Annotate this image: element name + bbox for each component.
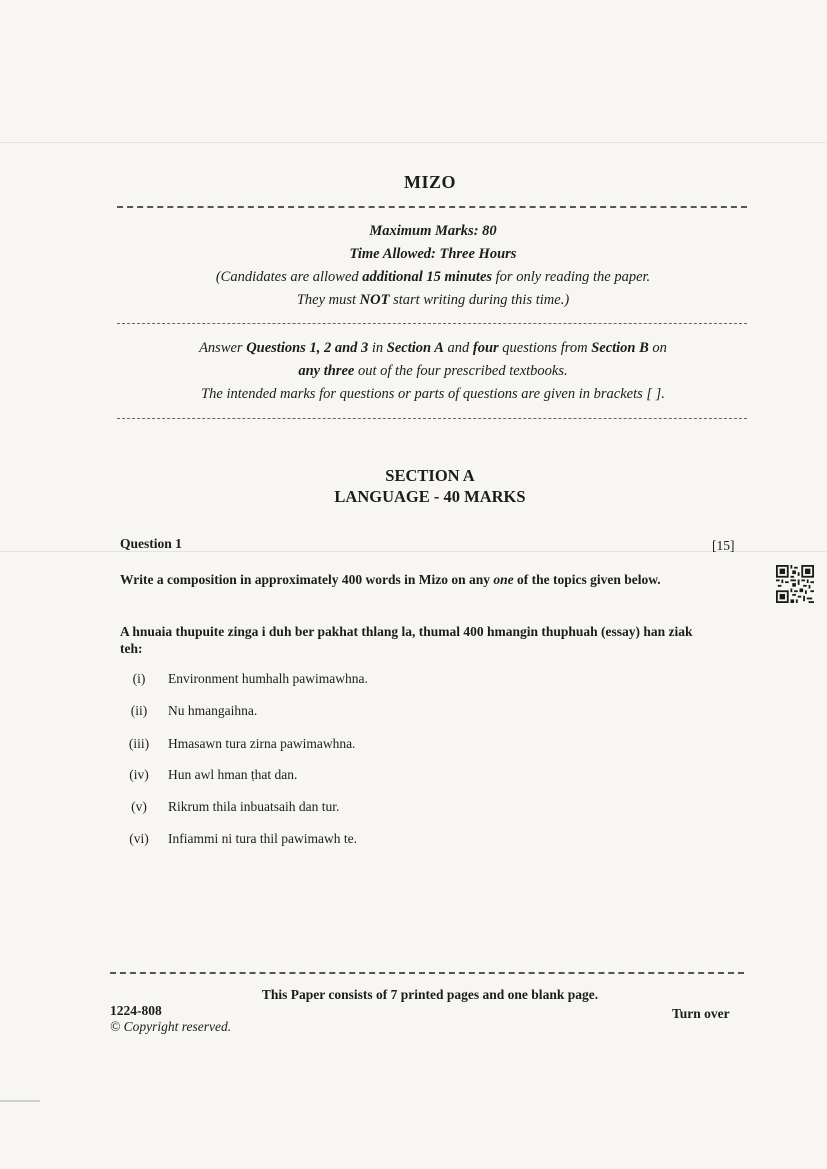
topic-item [120, 767, 720, 785]
reading-note-line2: They must NOT start writing during this time.) [296, 292, 570, 308]
copyright-notice: © Copyright reserved. [110, 1019, 232, 1034]
reading-note-line1: (Candidates are allowed additional 15 minutes for only reading the paper. [215, 269, 651, 285]
divider [110, 972, 744, 974]
question-label: Question 1 [120, 536, 182, 551]
scan-artifact-edge [0, 1100, 40, 1102]
qr-code-icon [776, 565, 814, 603]
paper-code: 1224-808 [110, 1003, 162, 1018]
section-subtitle: LANGUAGE - 40 MARKS [334, 487, 526, 506]
instruction-line1: Answer Questions 1, 2 and 3 in Section A and four questions from Section B on [199, 340, 667, 356]
divider [117, 323, 747, 324]
page-count-note: This Paper consists of 7 printed pages and one blank page. [261, 987, 599, 1002]
topic-item [120, 799, 720, 817]
topic-number: (ii) [130, 703, 148, 718]
topic-text: Rikrum thila inbuatsaih dan tur. [168, 799, 340, 814]
topic-number: (vi) [129, 831, 149, 846]
time-allowed: Time Allowed: Three Hours [349, 246, 517, 262]
topic-item [120, 831, 720, 849]
divider [117, 206, 747, 208]
max-marks: Maximum Marks: 80 [369, 223, 497, 239]
topic-text: Nu hmangaihna. [168, 703, 258, 718]
paper-subject: MIZO [403, 172, 456, 192]
topic-number: (iv) [129, 767, 149, 782]
scan-artifact-line [0, 142, 827, 143]
topic-text: Hun awl hman ṭhat dan. [168, 767, 298, 782]
paper-info [118, 220, 748, 312]
question-instruction-mizo: A hnuaia thupuite zinga i duh ber pakhat thlang la, thumal 400 hmangin thuphuah (essay) han ziak teh: [120, 624, 693, 656]
divider [117, 418, 747, 419]
topic-item [120, 671, 720, 689]
question-instruction-english: Write a composition in approximately 400 words in Mizo on any one of the topics given below. [120, 572, 661, 587]
section-title: SECTION A [385, 466, 475, 485]
question-marks: [15] [712, 538, 735, 553]
topic-item [120, 703, 720, 721]
topic-number: (iii) [128, 736, 150, 751]
turn-over-label: Turn over [672, 1006, 730, 1021]
instruction-line3: The intended marks for questions or parts of questions are given in brackets [ ]. [201, 386, 665, 402]
instruction-line2: any three out of the four prescribed textbooks. [298, 363, 568, 379]
topic-text: Environment humhalh pawimawhna. [168, 671, 368, 686]
topic-number: (v) [131, 799, 147, 814]
topic-text: Infiammi ni tura thil pawimawh te. [168, 831, 357, 846]
topic-item [120, 736, 720, 754]
instructions [118, 337, 748, 406]
topic-number: (i) [132, 671, 146, 686]
topic-text: Hmasawn tura zirna pawimawhna. [168, 736, 356, 751]
